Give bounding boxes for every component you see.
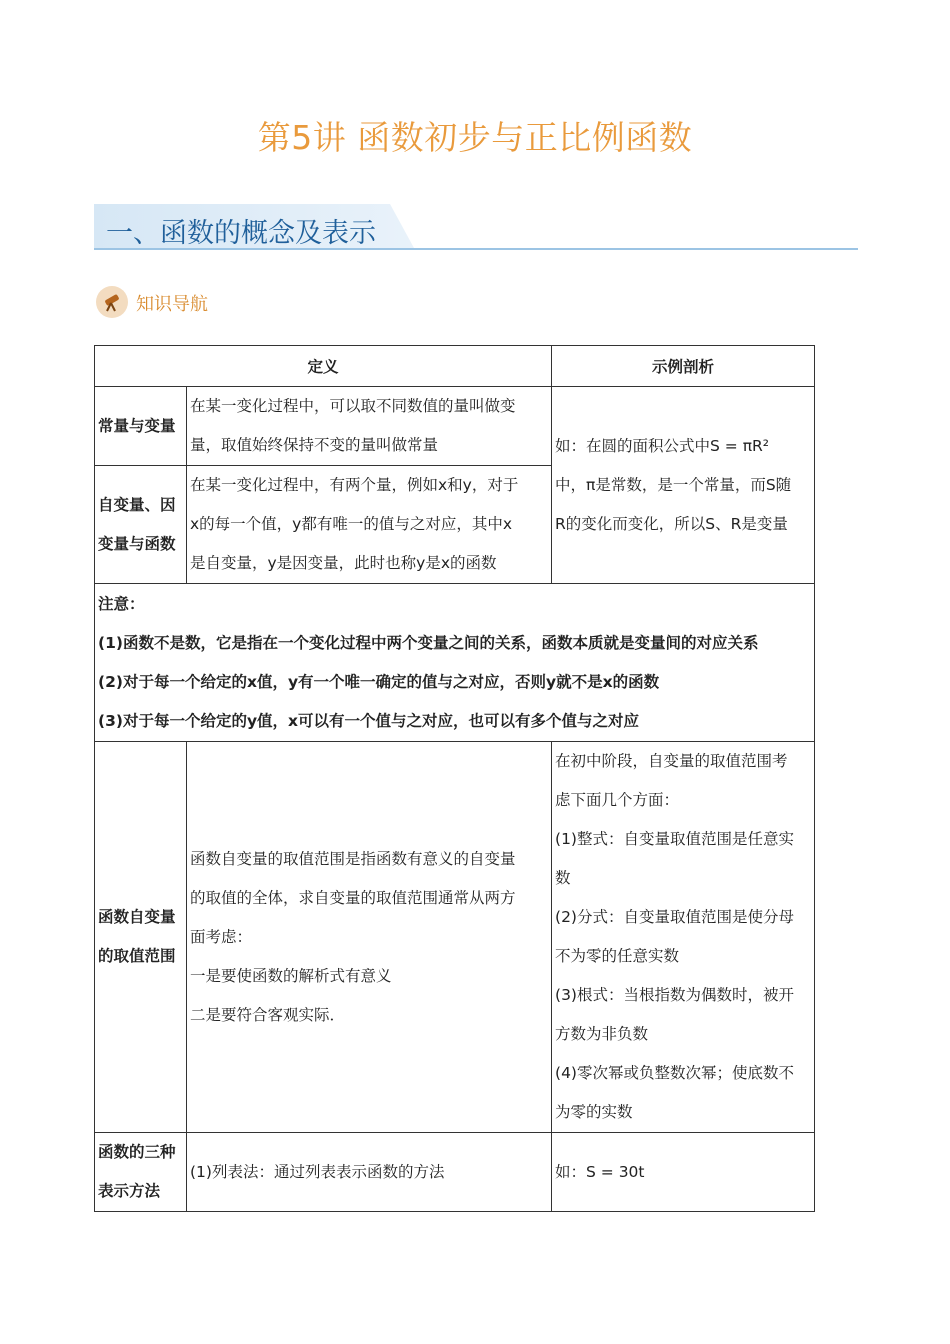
row-label-text: 变量与函数 (98, 534, 176, 553)
def-line: 量，取值始终保持不变的量叫做常量 (190, 436, 439, 454)
def-methods (187, 1133, 552, 1212)
page-title: 第5讲 函数初步与正比例函数 (257, 118, 693, 157)
def-domain (187, 742, 552, 1133)
example-line: 在初中阶段，自变量的取值范围考 (555, 752, 788, 770)
example-domain (552, 742, 815, 1133)
def-line: (1)列表法：通过列表表示函数的方法 (190, 1162, 445, 1181)
def-function (187, 466, 552, 584)
section-banner (94, 204, 858, 252)
row-label-text: 表示方法 (98, 1182, 161, 1200)
example-line: 虑下面几个方面： (555, 791, 680, 809)
section-title: 一、函数的概念及表示 (106, 218, 376, 249)
example-cell-function (552, 387, 815, 584)
row-label-text: 函数自变量 (98, 908, 176, 926)
row-label-constant (95, 387, 187, 466)
def-line: 在某一变化过程中，可以取不同数值的量叫做变 (190, 397, 516, 415)
table-row (95, 1133, 815, 1212)
def-line: 面考虑： (190, 927, 253, 946)
example-line: 不为零的任意实数 (555, 947, 680, 965)
example-line: (3)根式：当根指数为偶数时，被开 (555, 986, 794, 1004)
def-line: x的每一个值，y都有唯一的值与之对应，其中x (190, 515, 513, 533)
telescope-icon (96, 286, 128, 318)
note-heading: 注意： (98, 594, 145, 613)
note-cell (95, 584, 815, 742)
note-item: (2)对于每一个给定的x值，y有一个唯一确定的值与之对应，否则y就不是x的函数 (98, 672, 660, 691)
def-line: 二是要符合客观实际． (190, 1005, 346, 1024)
example-line: R的变化而变化，所以S、R是变量 (555, 514, 788, 533)
table-row (95, 742, 815, 1133)
note-item: (1)函数不是数，它是指在一个变化过程中两个变量之间的关系，函数本质就是变量间的对应关系 (98, 633, 759, 652)
table-row (95, 387, 815, 466)
example-line: 数 (555, 869, 571, 887)
def-line: 的取值的全体，求自变量的取值范围通常从两方 (190, 888, 516, 907)
table-row-note (95, 584, 815, 742)
example-line: (4)零次幂或负整数次幂；使底数不 (555, 1064, 794, 1082)
def-line: 在某一变化过程中，有两个量，例如x和y，对于 (190, 476, 519, 494)
header-example: 示例剖析 (552, 346, 815, 387)
table-header-row (95, 346, 815, 387)
row-label-function (95, 466, 187, 584)
row-label-methods (95, 1133, 187, 1212)
example-line: (2)分式：自变量取值范围是使分母 (555, 908, 794, 926)
def-line: 一是要使函数的解析式有意义 (190, 966, 392, 985)
row-label-text: 的取值范围 (98, 947, 176, 965)
knowledge-table (94, 345, 815, 1212)
example-line: 如：在圆的面积公式中S = πR² (555, 436, 770, 455)
example-line: 中，π是常数，是一个常量，而S随 (555, 475, 792, 494)
example-line: 为零的实数 (555, 1103, 633, 1121)
example-line: (1)整式：自变量取值范围是任意实 (555, 830, 794, 848)
def-line: 是自变量，y是因变量，此时也称y是x的函数 (190, 554, 497, 572)
row-label-text: 常量与变量 (98, 416, 176, 435)
def-line: 函数自变量的取值范围是指函数有意义的自变量 (190, 849, 516, 868)
guide-label: 知识导航 (136, 294, 208, 315)
example-line: 方数为非负数 (555, 1025, 649, 1043)
example-methods (552, 1133, 815, 1212)
header-definition: 定义 (95, 346, 552, 387)
row-label-text: 函数的三种 (98, 1143, 176, 1161)
example-line: 如：S = 30t (555, 1162, 645, 1181)
def-constant (187, 387, 552, 466)
row-label-domain (95, 742, 187, 1133)
row-label-text: 自变量、因 (98, 495, 176, 514)
note-item: (3)对于每一个给定的y值，x可以有一个值与之对应，也可以有多个值与之对应 (98, 711, 640, 730)
